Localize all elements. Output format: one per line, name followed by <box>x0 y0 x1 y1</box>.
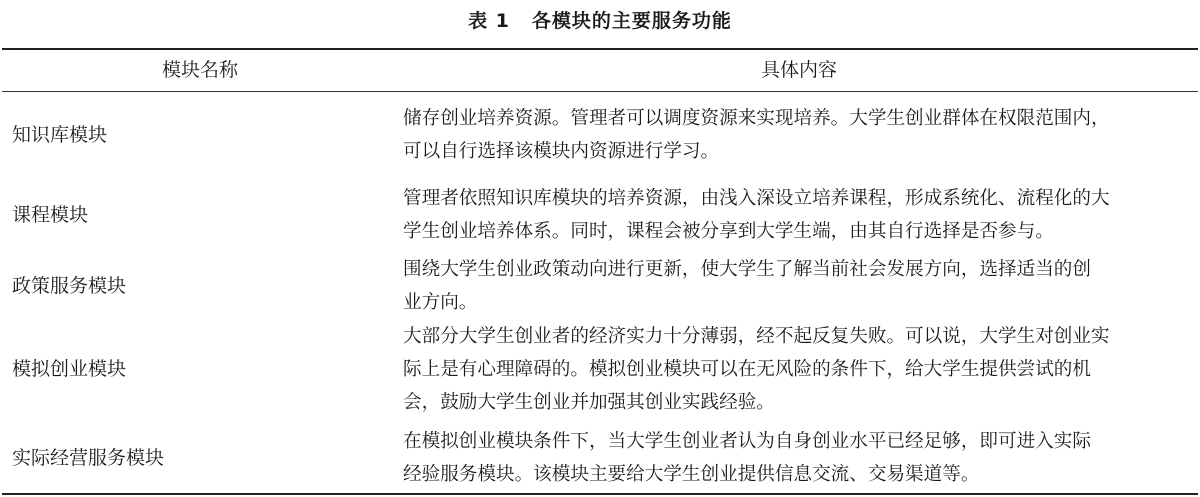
content-line: 大部分大学生创业者的经济实力十分薄弱，经不起反复失败。可以说，大学生对创业实 <box>403 325 1110 347</box>
table-row <box>0 178 1200 252</box>
module-content <box>403 182 1193 248</box>
table-number: 表 1 <box>468 10 510 32</box>
content-line: 围绕大学生创业政策动向进行更新，使大学生了解当前社会发展方向，选择适当的创 <box>403 259 1091 280</box>
content-line: 储存创业培养资源。管理者可以调度资源来实现培养。大学生创业群体在权限范围内， <box>403 108 1110 129</box>
table-caption <box>0 8 1200 34</box>
table-row <box>0 258 1200 314</box>
table-top-rule <box>2 48 1198 50</box>
content-line: 管理者依照知识库模块的培养资源，由浅入深设立培养课程，形成系统化、流程化的大 <box>403 188 1110 209</box>
table-row <box>0 98 1200 172</box>
table-header-rule <box>2 91 1198 92</box>
content-line: 业方向。 <box>403 292 478 313</box>
content-line: 学生创业培养体系。同时，课程会被分享到大学生端，由其自行选择是否参与。 <box>403 221 1054 242</box>
content-line: 可以自行选择该模块内资源进行学习。 <box>403 141 720 162</box>
table-bottom-rule <box>2 493 1198 495</box>
module-content <box>403 425 1193 491</box>
module-name: 政策服务模块 <box>12 275 127 297</box>
content-line: 经验服务模块。该模块主要给大学生创业提供信息交流、交易渠道等。 <box>403 464 980 485</box>
module-name: 实际经营服务模块 <box>12 447 165 469</box>
table-row <box>0 426 1200 490</box>
content-line: 际上是有心理障碍的。模拟创业模块可以在无风险的条件下，给大学生提供尝试的机 <box>403 358 1091 380</box>
header-module-name: 模块名称 <box>161 59 238 81</box>
table-row <box>0 318 1200 420</box>
module-content <box>403 102 1193 168</box>
module-content <box>403 253 1193 319</box>
module-name: 模拟创业模块 <box>12 358 127 380</box>
module-name: 课程模块 <box>12 204 89 226</box>
table-title: 各模块的主要服务功能 <box>531 10 732 32</box>
header-content: 具体内容 <box>760 59 837 81</box>
content-line: 在模拟创业模块条件下，当大学生创业者认为自身创业水平已经足够，即可进入实际 <box>403 431 1091 452</box>
module-name: 知识库模块 <box>12 124 108 146</box>
content-line: 会，鼓励大学生创业并加强其创业实践经验。 <box>403 391 775 413</box>
module-content <box>403 320 1193 419</box>
